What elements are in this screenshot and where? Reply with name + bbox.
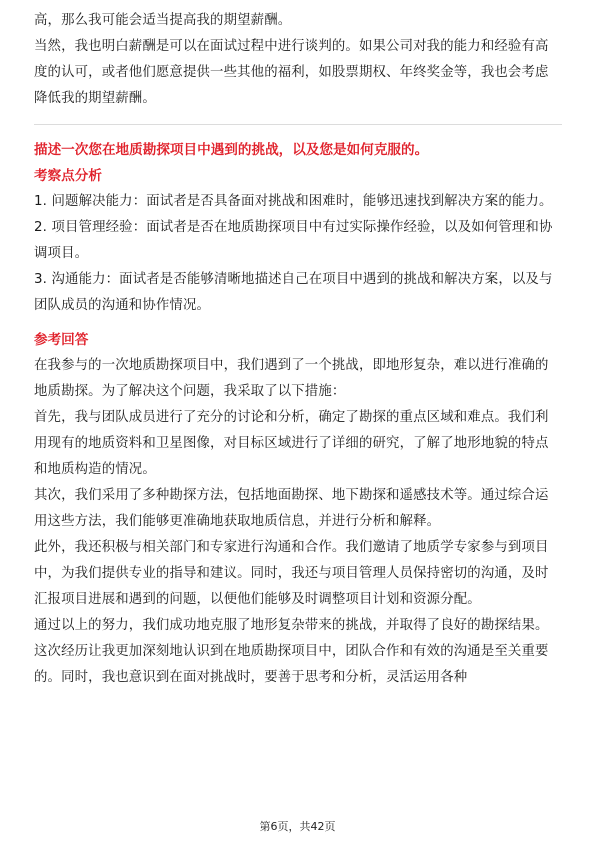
answer-paragraph-1: 在我参与的一次地质勘探项目中，我们遇到了一个挑战，即地形复杂，难以进行准确的地质勘探。为了解决这个问题，我采取了以下措施： — [34, 358, 549, 399]
interview-question: 描述一次您在地质勘探项目中遇到的挑战，以及您是如何克服的。 — [34, 142, 429, 158]
section-divider — [34, 124, 562, 125]
answer-paragraph-4: 此外，我还积极与相关部门和专家进行沟通和合作。我们邀请了地质学专家参与到项目中，为我们提供专业的指导和建议。同时，我还与项目管理人员保持密切的沟通，及时汇报项目进展和遇到的问题，以便他们能够及时调整项目计划和资源分配。 — [34, 540, 549, 607]
document-page — [34, 8, 562, 691]
analysis-item-3: 3. 沟通能力：面试者是否能够清晰地描述自己在项目中遇到的挑战和解决方案，以及与团队成员的沟通和协作情况。 — [34, 272, 553, 313]
analysis-item-1: 1. 问题解决能力：面试者是否具备面对挑战和困难时，能够迅速找到解决方案的能力。 — [34, 194, 553, 209]
answer-paragraph-5: 通过以上的努力，我们成功地克服了地形复杂带来的挑战，并取得了良好的勘探结果。这次经历让我更加深刻地认识到在地质勘探项目中，团队合作和有效的沟通是至关重要的。同时，我也意识到在面对挑战时，要善于思考和分析，灵活运用各种 — [34, 618, 549, 685]
analysis-item-2: 2. 项目管理经验：面试者是否在地质勘探项目中有过实际操作经验，以及如何管理和协调项目。 — [34, 220, 553, 261]
intro-paragraph-2: 当然，我也明白薪酬是可以在面试过程中进行谈判的。如果公司对我的能力和经验有高度的认可，或者他们愿意提供一些其他的福利，如股票期权、年终奖金等，我也会考虑降低我的期望薪酬。 — [34, 39, 549, 106]
answer-title: 参考回答 — [34, 332, 89, 348]
intro-paragraph-1: 高，那么我可能会适当提高我的期望薪酬。 — [34, 13, 292, 28]
analysis-title: 考察点分析 — [34, 168, 102, 184]
answer-paragraph-3: 其次，我们采用了多种勘探方法，包括地面勘探、地下勘探和遥感技术等。通过综合运用这些方法，我们能够更准确地获取地质信息，并进行分析和解释。 — [34, 488, 549, 529]
answer-paragraph-2: 首先，我与团队成员进行了充分的讨论和分析，确定了勘探的重点区域和难点。我们利用现有的地质资料和卫星图像，对目标区域进行了详细的研究，了解了地形地貌的特点和地质构造的情况。 — [34, 410, 549, 477]
page-number: 第6页，共42页 — [259, 820, 336, 833]
